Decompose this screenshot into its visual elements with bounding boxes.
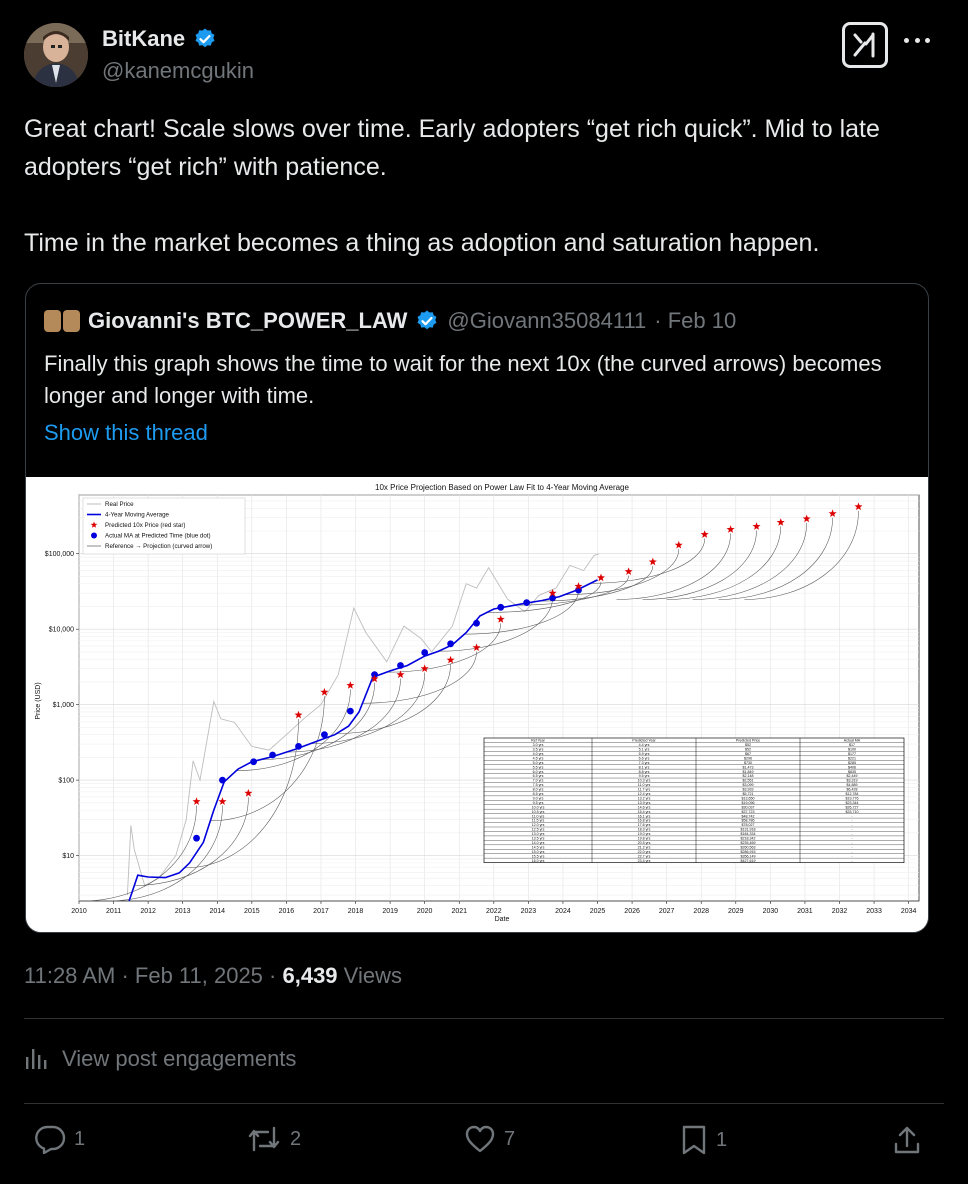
x-tick-label: 2026 xyxy=(624,908,640,915)
x-tick-label: 2024 xyxy=(555,908,571,915)
table-cell: 3.5 yrs xyxy=(532,747,544,752)
table-cell: 20.5 yrs xyxy=(637,840,651,845)
blue-dot xyxy=(269,752,276,759)
table-cell: 7.3 yrs xyxy=(638,760,650,765)
table-cell: - xyxy=(851,832,853,837)
table-cell: - xyxy=(851,849,853,854)
legend-label: Predicted 10x Price (red star) xyxy=(105,522,186,530)
views-count: 6,439 xyxy=(282,963,338,988)
divider xyxy=(24,1018,944,1019)
y-tick-label: $10,000 xyxy=(48,626,74,634)
reply-button[interactable] xyxy=(34,1124,85,1154)
quoted-post[interactable] xyxy=(25,283,929,933)
bookmark-count: 1 xyxy=(716,1128,728,1151)
post-time[interactable]: 11:28 AM xyxy=(24,963,116,988)
author-name[interactable]: BitKane xyxy=(102,26,186,51)
table-cell: 13.2 yrs xyxy=(637,796,651,801)
table-cell: 4.0 yrs xyxy=(532,751,544,756)
table-cell: $835 xyxy=(848,769,856,774)
x-tick-label: 2023 xyxy=(520,908,537,915)
table-cell: 14.0 yrs xyxy=(531,840,545,845)
table-cell: $221 xyxy=(848,756,856,761)
x-tick-label: 2031 xyxy=(797,908,813,915)
chart-image[interactable] xyxy=(26,477,928,933)
blue-dot xyxy=(347,708,354,715)
table-cell: $78,027 xyxy=(741,823,755,828)
table-cell: $218,342 xyxy=(740,836,756,841)
post-date[interactable]: · Feb 11, 2025 · xyxy=(121,963,277,988)
table-cell: 16.8 yrs xyxy=(637,818,651,823)
table-cell: $12,784 xyxy=(845,792,859,796)
table-cell: $13,650 xyxy=(741,796,755,801)
post-meta xyxy=(24,963,402,989)
table-cell: 7.0 yrs xyxy=(532,778,544,783)
reply-icon xyxy=(34,1124,66,1154)
table-cell: 19.8 yrs xyxy=(637,836,651,841)
quoted-post-text: Finally this graph shows the time to wait for the next 10x (the curved arrows) becomes longer and longer with time. xyxy=(44,351,882,408)
table-cell: 11.5 yrs xyxy=(531,818,545,823)
table-cell: 10.5 yrs xyxy=(531,809,545,814)
table-cell: 6.5 yrs xyxy=(532,774,544,779)
blue-dot xyxy=(523,599,530,606)
table-cell: $296 xyxy=(744,756,752,761)
table-header-cell: Predicted Year xyxy=(632,738,656,743)
y-axis-label: Price (USD) xyxy=(35,682,42,720)
table-cell: $2,148 xyxy=(742,774,754,779)
repost-icon xyxy=(246,1124,282,1154)
table-cell: $356,149 xyxy=(740,854,756,859)
legend-label: Actual MA at Predicted Time (blue dot) xyxy=(105,532,211,540)
projection-table xyxy=(484,738,904,863)
table-cell: 12.5 yrs xyxy=(531,827,545,832)
blue-dot xyxy=(250,758,257,765)
power-law-chart xyxy=(26,477,928,933)
x-tick-label: 2021 xyxy=(451,908,468,915)
table-cell: 5.9 yrs xyxy=(638,751,650,756)
table-cell: $131,918 xyxy=(740,827,756,832)
x-tick-label: 2018 xyxy=(347,908,364,915)
table-cell: 6.0 yrs xyxy=(532,769,544,774)
share-icon xyxy=(892,1124,922,1156)
verified-badge-icon xyxy=(415,309,439,333)
table-cell: 3.0 yrs xyxy=(532,743,544,748)
table-cell: $30,037 xyxy=(741,805,755,810)
chart-title: 10x Price Projection Based on Power Law Fit to 4-Year Moving Average xyxy=(375,483,629,492)
share-button[interactable] xyxy=(892,1124,922,1156)
table-cell: 17.6 yrs xyxy=(637,823,651,828)
blue-dot xyxy=(193,835,200,842)
x-tick-label: 2017 xyxy=(313,908,329,915)
x-tick-label: 2011 xyxy=(106,908,122,915)
show-thread-link[interactable]: Show this thread xyxy=(44,420,208,445)
table-cell: 14.6 yrs xyxy=(637,805,651,810)
avatar-face-icon xyxy=(63,310,80,332)
table-cell: $58,786 xyxy=(741,818,755,823)
table-cell: - xyxy=(851,823,853,828)
table-cell: $6,428 xyxy=(846,787,858,792)
table-cell: 22.7 yrs xyxy=(637,854,651,859)
table-cell: 9.0 yrs xyxy=(532,796,544,801)
table-cell: $52 xyxy=(745,747,751,752)
views-label: Views xyxy=(343,963,402,988)
legend-label: 4-Year Moving Average xyxy=(105,511,169,519)
blue-dot xyxy=(497,604,504,611)
table-cell: 14.5 yrs xyxy=(531,845,545,850)
table-cell: $33,710 xyxy=(845,809,859,814)
author-handle[interactable]: @kanemcgukin xyxy=(102,58,254,83)
x-tick-label: 2014 xyxy=(209,908,226,915)
x-tick-label: 2030 xyxy=(762,908,779,915)
table-cell: - xyxy=(851,818,853,823)
table-cell: - xyxy=(851,858,853,863)
table-cell: 7.5 yrs xyxy=(532,783,544,788)
table-cell: - xyxy=(851,814,853,819)
table-cell: $406 xyxy=(848,765,856,770)
author-avatar[interactable] xyxy=(24,23,88,87)
reply-count: 1 xyxy=(74,1127,86,1150)
like-count: 7 xyxy=(504,1127,516,1150)
table-cell: 15.5 yrs xyxy=(531,854,545,859)
table-cell: 4.4 yrs xyxy=(638,743,650,748)
blue-dot xyxy=(295,743,302,750)
table-cell: - xyxy=(851,845,853,850)
table-cell: $1,849 xyxy=(742,769,754,774)
y-tick-label: $10 xyxy=(62,853,74,861)
repost-count: 2 xyxy=(290,1127,302,1150)
table-cell: 5.0 yrs xyxy=(532,760,544,765)
table-cell: 8.0 yrs xyxy=(532,787,544,792)
x-tick-label: 2028 xyxy=(693,908,710,915)
x-tick-label: 2020 xyxy=(416,908,433,915)
table-header-cell: Ref Year xyxy=(531,738,545,743)
x-tick-label: 2033 xyxy=(866,908,882,915)
grok-button[interactable] xyxy=(842,22,888,68)
x-tick-label: 2022 xyxy=(486,908,502,915)
table-cell: $730 xyxy=(744,760,752,765)
repost-button[interactable] xyxy=(246,1124,301,1154)
table-cell: $1,473 xyxy=(742,765,754,770)
table-cell: 11.0 yrs xyxy=(531,814,545,819)
bookmark-icon xyxy=(680,1124,708,1156)
quoted-post-header xyxy=(44,308,736,334)
table-cell: 12.4 yrs xyxy=(637,792,651,796)
quoted-author-handle[interactable]: @Giovann35084111 xyxy=(447,308,647,333)
divider xyxy=(24,1103,944,1104)
table-cell: 23.4 yrs xyxy=(637,858,651,863)
table-header-cell: Predicted Price xyxy=(735,738,761,743)
table-cell: $4,889 xyxy=(846,783,858,788)
bookmark-button[interactable] xyxy=(680,1124,727,1156)
more-dot-icon xyxy=(904,38,909,43)
table-cell: 10.0 yrs xyxy=(531,805,545,810)
table-cell: $2,551 xyxy=(742,778,754,783)
table-cell: 15.0 yrs xyxy=(531,849,545,854)
table-cell: - xyxy=(851,840,853,845)
table-cell: 10.3 yrs xyxy=(637,778,651,783)
table-cell: $37,723 xyxy=(741,809,755,814)
table-cell: 16.1 yrs xyxy=(637,814,651,819)
author-name-row[interactable] xyxy=(102,26,217,52)
table-cell: 13.5 yrs xyxy=(531,836,545,841)
blue-dot xyxy=(397,662,404,669)
table-cell: $184,334 xyxy=(740,832,756,837)
table-cell: $2,449 xyxy=(846,774,858,779)
table-header-cell: Actual MA xyxy=(843,738,861,743)
engagements-label[interactable]: View post engagements xyxy=(62,1046,297,1071)
x-tick-label: 2010 xyxy=(71,908,87,915)
table-cell: $427,619 xyxy=(740,858,756,863)
table-cell: $235,469 xyxy=(740,840,756,845)
table-cell: 6.6 yrs xyxy=(638,756,650,761)
table-cell: $3,933 xyxy=(742,787,754,792)
table-cell: 5.1 yrs xyxy=(638,747,650,752)
quoted-author-avatar[interactable] xyxy=(44,310,80,332)
table-cell: $48,742 xyxy=(741,814,755,819)
y-tick-label: $100 xyxy=(58,777,74,785)
table-cell: 8.5 yrs xyxy=(532,792,544,796)
post-text: Great chart! Scale slows over time. Early adopters “get rich quick”. Mid to late adopters “get rich” with patience. Time in the market becomes a thing as adoption and saturation happen. xyxy=(24,115,880,257)
table-cell: 18.3 yrs xyxy=(637,827,651,832)
chart-legend xyxy=(83,498,245,554)
x-tick-label: 2019 xyxy=(382,908,398,915)
table-cell: $19,776 xyxy=(845,796,859,801)
y-tick-label: $1,000 xyxy=(52,702,74,710)
table-cell: - xyxy=(851,827,853,832)
table-cell: $3,319 xyxy=(846,778,858,783)
table-cell: $5,721 xyxy=(742,792,754,796)
table-cell: $285 xyxy=(848,760,856,765)
table-cell: 5.5 yrs xyxy=(532,765,544,770)
x-tick-label: 2034 xyxy=(900,908,917,915)
like-button[interactable] xyxy=(464,1124,515,1154)
more-dot-icon xyxy=(925,38,930,43)
x-tick-label: 2016 xyxy=(278,908,295,915)
table-cell: $286,915 xyxy=(740,849,756,854)
blue-dot xyxy=(549,594,556,601)
table-cell: $17 xyxy=(849,743,855,748)
more-dot-icon xyxy=(915,38,920,43)
table-cell: 4.5 yrs xyxy=(532,756,544,761)
table-cell: 9.5 yrs xyxy=(638,774,650,779)
legend-label: Reference → Projection (curved arrow) xyxy=(105,543,213,551)
y-tick-label: $100,000 xyxy=(44,551,74,559)
table-cell: $23,344 xyxy=(845,800,859,805)
table-cell: 11.7 yrs xyxy=(637,787,651,792)
table-cell: 15.4 yrs xyxy=(637,809,651,814)
verified-badge-icon xyxy=(193,27,217,51)
table-cell: 13.9 yrs xyxy=(637,800,651,805)
blue-dot xyxy=(219,777,226,784)
table-cell: $52 xyxy=(745,743,751,748)
heart-icon xyxy=(464,1124,496,1154)
grok-icon xyxy=(851,31,879,59)
view-engagements-link[interactable] xyxy=(24,1046,296,1072)
table-cell: $177 xyxy=(848,751,856,756)
analytics-icon xyxy=(24,1047,50,1071)
x-tick-label: 2029 xyxy=(728,908,744,915)
table-cell: $26,727 xyxy=(845,805,859,810)
table-cell: 11.0 yrs xyxy=(637,783,651,788)
table-cell: 22.0 yrs xyxy=(637,849,651,854)
table-cell: $3,099 xyxy=(742,783,754,788)
x-tick-label: 2012 xyxy=(140,908,156,915)
table-cell: 21.2 yrs xyxy=(637,845,651,850)
blue-dot xyxy=(473,620,480,627)
table-cell: 8.8 yrs xyxy=(638,769,650,774)
table-cell: 8.1 yrs xyxy=(638,765,650,770)
blue-dot xyxy=(321,731,328,738)
table-cell: $100 xyxy=(848,747,856,752)
blue-dot xyxy=(447,640,454,647)
x-axis-label: Date xyxy=(494,916,510,923)
avatar-face-icon xyxy=(44,310,61,332)
table-cell: 13.0 yrs xyxy=(531,832,545,837)
x-tick-label: 2013 xyxy=(174,908,191,915)
table-cell: $260,563 xyxy=(740,845,756,850)
table-cell: 9.5 yrs xyxy=(532,800,544,805)
table-cell: $67 xyxy=(745,751,751,756)
table-cell: - xyxy=(851,854,853,859)
table-cell: 16.0 yrs xyxy=(531,858,545,863)
quoted-author-name[interactable]: Giovanni's BTC_POWER_LAW xyxy=(88,308,408,333)
blue-dot xyxy=(421,649,428,656)
legend-swatch-dot xyxy=(91,533,97,539)
more-options-button[interactable] xyxy=(904,30,930,50)
legend-label: Real Price xyxy=(105,501,134,509)
table-cell: $19,096 xyxy=(741,800,755,805)
x-tick-label: 2027 xyxy=(658,908,675,915)
quoted-post-date[interactable]: · Feb 10 xyxy=(654,308,737,333)
x-tick-label: 2015 xyxy=(244,908,260,915)
x-tick-label: 2025 xyxy=(589,908,606,915)
x-tick-label: 2032 xyxy=(831,908,848,915)
table-cell: 12.0 yrs xyxy=(531,823,545,828)
table-cell: 19.0 yrs xyxy=(637,832,651,837)
table-cell: - xyxy=(851,836,853,841)
avatar-portrait-icon xyxy=(24,23,88,87)
